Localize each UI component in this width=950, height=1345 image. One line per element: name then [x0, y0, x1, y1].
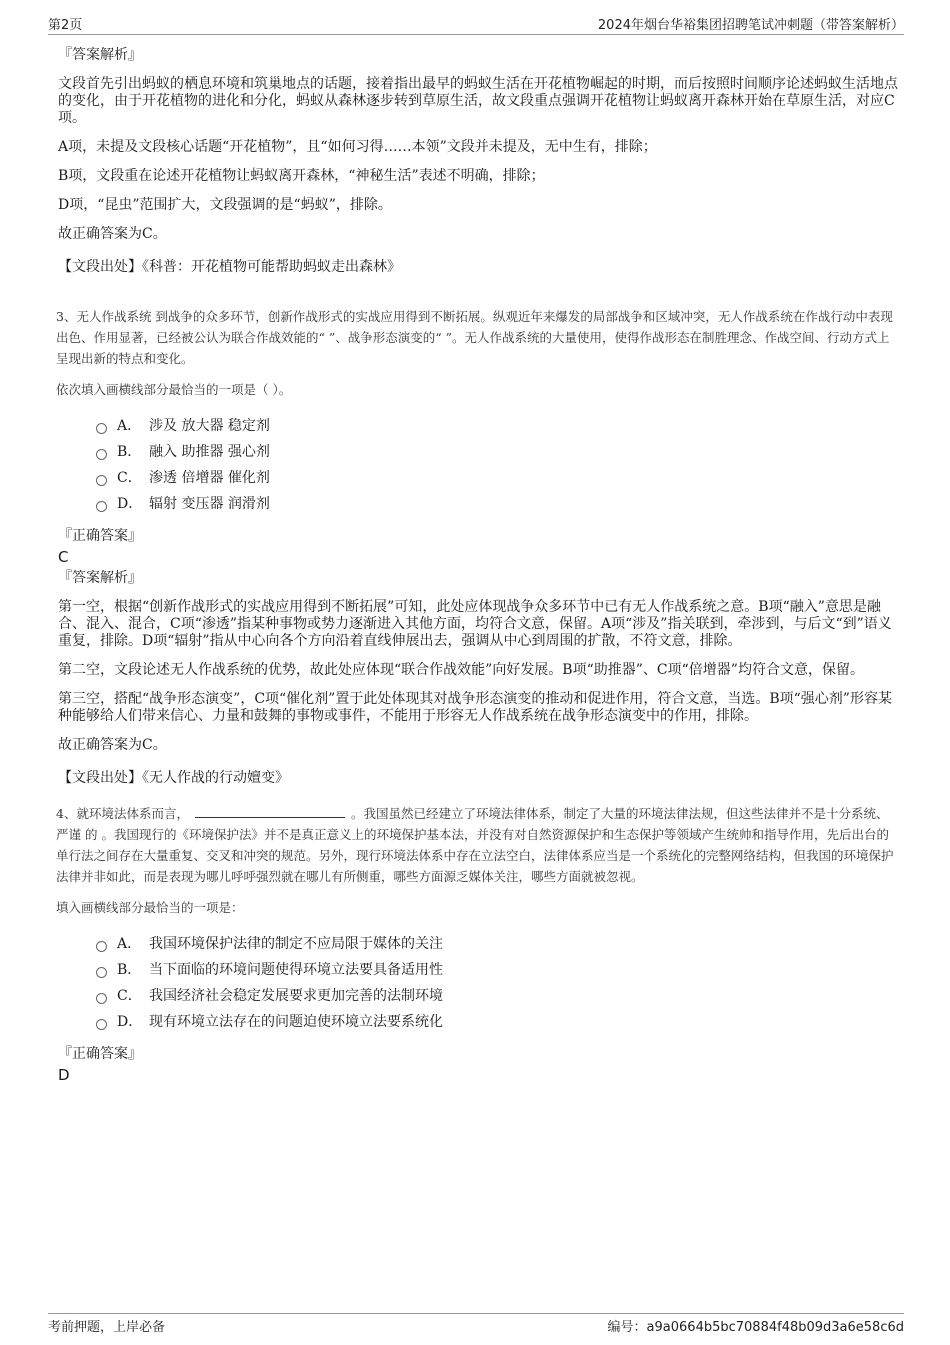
q3-option-b[interactable] — [96, 439, 898, 465]
q2-analysis-paragraph: A项，未提及文段核心话题“开花植物”，且“如何习得……本领”文段并未提及，无中生有，排除； — [58, 139, 657, 155]
document-id: 编号：a9a0664b5bc70884f48b09d3a6e58c6d — [607, 1320, 904, 1335]
radio-icon[interactable] — [96, 941, 107, 952]
page-footer — [48, 1313, 904, 1336]
option-text: 渗透 倍增器 催化剂 — [149, 470, 270, 486]
option-key: B． — [117, 444, 142, 460]
q4-answer: D — [58, 1066, 70, 1084]
q2-analysis-paragraph: 文段首先引出蚂蚁的栖息环境和筑巢地点的话题，接着指出最早的蚂蚁生活在开花植物崛起的时期，而后按照时间顺序论述蚂蚁生活地点的变化，由于开花植物的进化和分化，蚂蚁从森林逐步转到草原生活，故文段重点强调开花植物让蚂蚁离开森林开始在草原生活，对应C项。 — [58, 76, 898, 126]
q3-analysis-label: 『答案解析』 — [58, 570, 142, 586]
radio-icon[interactable] — [96, 475, 107, 486]
q3-option-d[interactable] — [96, 491, 898, 517]
q4-option-b[interactable] — [96, 957, 898, 983]
page-content — [58, 44, 898, 1085]
q3-question-ask: 依次填入画横线部分最恰当的一项是（ ）。 — [56, 382, 292, 397]
option-text: 涉及 放大器 稳定剂 — [149, 418, 270, 434]
q4-answer-label: 『正确答案』 — [58, 1046, 142, 1062]
q2-analysis-paragraph: 故正确答案为C。 — [58, 226, 167, 242]
page-header — [48, 14, 904, 35]
option-key: D． — [117, 496, 143, 512]
option-text: 我国环境保护法律的制定不应局限于媒体的关注 — [149, 936, 443, 952]
radio-icon[interactable] — [96, 449, 107, 460]
q4-answer-block — [58, 1043, 898, 1085]
radio-icon[interactable] — [96, 993, 107, 1004]
q3-option-a[interactable] — [96, 413, 898, 439]
q3-question-text: 3、无人作战系统 到战争的众多环节，创新作战形式的实战应用得到不断拓展。纵观近年来爆发的局部战争和区域冲突，无人作战系统在作战行动中表现出色、作用显著，已经被公认为联合作战效能的“ ”、战争形态演变的“ ”。无人作战系统的大量使用，使得作战形态在制胜理念、作战空间、行动方式上呈现出新的特点和变化。 — [56, 309, 893, 366]
q4-question-ask: 填入画横线部分最恰当的一项是： — [56, 900, 244, 915]
radio-icon[interactable] — [96, 501, 107, 512]
option-key: A． — [117, 418, 142, 434]
q2-analysis-paragraph: D项，“昆虫”范围扩大，文段强调的是“蚂蚁”，排除。 — [58, 197, 392, 213]
q3-answer-block — [58, 525, 898, 589]
q4-text-after: 。我国虽然已经建立了环境法律体系，制定了大量的环境法律法规，但这些法律并不是十分系统、严谨 的 。我国现行的《环境保护法》并不是真正意义上的环境保护基本法，并没有对自然资源保护和生态保护等领域产生统帅和指导作用，先后出台的单行法之间存在大量重复、交叉和冲突的规范。另外，现行环境法体系中存在立法空白，法律体系应当是一个系统化的完整网络结构，但我国的环境保护法律并非如此，而是表现为哪儿呼呼强烈就在哪儿有所侧重，哪些方面源乏媒体关注，哪些方面就被忽视。 — [56, 806, 894, 884]
radio-icon[interactable] — [96, 423, 107, 434]
option-text: 我国经济社会稳定发展要求更加完善的法制环境 — [149, 988, 443, 1004]
page-number: 第2页 — [48, 18, 83, 33]
fill-blank — [195, 805, 345, 818]
q3-analysis-paragraph: 故正确答案为C。 — [58, 737, 167, 753]
q3-analysis-paragraph: 第三空，搭配“战争形态演变”，C项“催化剂”置于此处体现其对战争形态演变的推动和促进作用，符合文意，当选。B项“强心剂”形容某种能够给人们带来信心、力量和鼓舞的事物或事件，不能用于形容无人作战系统在战争形态演变中的作用，排除。 — [58, 691, 892, 724]
q4-options — [96, 931, 898, 1035]
q3-source: 【文段出处】《无人作战的行动嬗变》 — [58, 770, 289, 786]
q3-analysis-paragraph: 第二空，文段论述无人作战系统的优势，故此处应体现“联合作战效能”向好发展。B项“助推器”、C项“倍增器”均符合文意，保留。 — [58, 662, 864, 678]
q4-option-c[interactable] — [96, 983, 898, 1009]
option-key: D． — [117, 1014, 143, 1030]
option-key: B． — [117, 962, 142, 978]
q4-option-a[interactable] — [96, 931, 898, 957]
q4-text-before: 4、就环境法体系而言， — [56, 806, 189, 821]
q3-option-c[interactable] — [96, 465, 898, 491]
option-text: 当下面临的环境问题使得环境立法要具备适用性 — [149, 962, 443, 978]
footer-slogan: 考前押题，上岸必备 — [48, 1320, 166, 1335]
q3-answer: C — [58, 548, 69, 566]
q2-analysis-paragraph: B项，文段重在论述开花植物让蚂蚁离开森林，“神秘生活”表述不明确，排除； — [58, 168, 545, 184]
option-text: 现有环境立法存在的问题迫使环境立法要系统化 — [149, 1014, 443, 1030]
q3-options — [96, 413, 898, 517]
q4-option-d[interactable] — [96, 1009, 898, 1035]
option-key: C． — [117, 470, 142, 486]
q3-analysis-paragraph: 第一空，根据“创新作战形式的实战应用得到不断拓展”可知，此处应体现战争众多环节中已有无人作战系统之意。B项“融入”意思是融合、混入、混合，C项“渗透”指某种事物或势力逐渐进入其他方面，均符合文意，保留。A项“涉及”指关联到，牵涉到，与后文“到”语义重复，排除。D项“辐射”指从中心向各个方向沿着直线伸展出去，强调从中心到周围的扩散，不符文意，排除。 — [58, 599, 892, 649]
option-key: C． — [117, 988, 142, 1004]
q2-analysis-label: 『答案解析』 — [58, 47, 142, 63]
q4-question-text — [56, 803, 898, 887]
option-text: 融入 助推器 强心剂 — [149, 444, 270, 460]
radio-icon[interactable] — [96, 1019, 107, 1030]
option-key: A． — [117, 936, 142, 952]
radio-icon[interactable] — [96, 967, 107, 978]
q3-answer-label: 『正确答案』 — [58, 528, 142, 544]
q2-source: 【文段出处】《科普：开花植物可能帮助蚂蚁走出森林》 — [58, 259, 401, 275]
document-title: 2024年烟台华裕集团招聘笔试冲刺题（带答案解析） — [597, 18, 904, 33]
option-text: 辐射 变压器 润滑剂 — [149, 496, 270, 512]
